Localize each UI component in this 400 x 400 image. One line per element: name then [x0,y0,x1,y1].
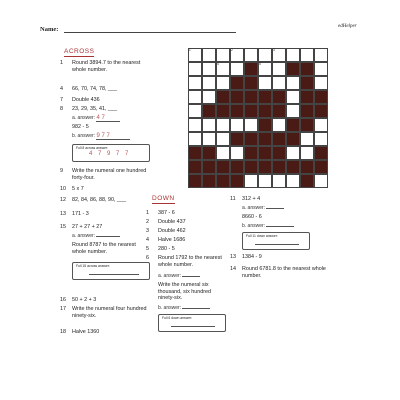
full-8-across-box: Full 8 across answer: 4 7 9 7 7 [72,144,150,162]
grid-block-cell [300,76,314,90]
grid-clue-number: 5 [259,62,261,66]
grid-cell[interactable] [272,76,286,90]
grid-block-cell [230,174,244,188]
grid-cell[interactable] [286,174,300,188]
grid-cell[interactable] [202,118,216,132]
grid-block-cell [286,62,300,76]
grid-cell[interactable] [300,146,314,160]
grid-block-cell [230,104,244,118]
down-6-b-answer: b. answer: [158,305,210,311]
grid-cell[interactable] [202,132,216,146]
grid-cell[interactable] [188,90,202,104]
across-clue-8b: 982 - 5 [72,124,89,130]
down-clue-6: 6 Round 1792 to the nearest whole number. [146,255,222,268]
grid-block-cell [258,104,272,118]
grid-block-cell [188,146,202,160]
across-clue-15: 15 27 + 27 + 27 [60,224,103,230]
grid-clue-number: 1 [189,48,191,52]
across-heading: ACROSS [64,48,95,55]
down-11-b-answer: b. answer: [242,223,294,229]
grid-block-cell [244,62,258,76]
down-11-b-input[interactable] [266,226,294,227]
grid-cell[interactable] [314,174,328,188]
full-8-across-value[interactable]: 4 7 9 7 7 [89,151,131,157]
grid-clue-number: 2 [231,48,233,52]
grid-block-cell [300,160,314,174]
grid-cell[interactable] [258,76,272,90]
grid-block-cell [216,160,230,174]
grid-block-cell [230,160,244,174]
grid-cell[interactable] [314,48,328,62]
grid-cell[interactable] [286,146,300,160]
down-clue-11b: 8660 - 6 [242,214,262,220]
grid-block-cell [272,132,286,146]
brand-logo: edHelper [338,24,357,29]
grid-block-cell [244,132,258,146]
grid-cell[interactable] [230,146,244,160]
down-11-a-input[interactable] [266,208,284,209]
down-heading: DOWN [152,195,175,202]
across-clue-1: 1 Round 3894.7 to the nearest whole number. [60,60,141,73]
across-clue-17: 17 Write the numeral four hundred ninety-six. [60,306,147,319]
grid-clue-number: 3 [273,48,275,52]
grid-cell[interactable] [272,62,286,76]
across-15-a-input[interactable] [96,236,120,237]
grid-block-cell [202,104,216,118]
grid-block-cell [286,132,300,146]
across-8-a-value[interactable]: 4 7 [96,115,120,122]
down-clue-2: 2 Double 437 [146,219,186,225]
name-line[interactable] [64,32,236,33]
grid-block-cell [314,104,328,118]
grid-block-cell [286,118,300,132]
across-clue-16: 16 50 + 2 + 3 [60,297,97,303]
grid-block-cell [244,104,258,118]
grid-cell[interactable] [314,132,328,146]
grid-block-cell [272,104,286,118]
grid-block-cell [258,118,272,132]
grid-cell[interactable] [230,118,244,132]
grid-block-cell [300,118,314,132]
down-6-a-answer: a. answer: [158,273,200,279]
grid-cell[interactable] [300,132,314,146]
grid-cell[interactable] [188,118,202,132]
grid-block-cell [202,160,216,174]
grid-block-cell [230,132,244,146]
across-clue-9: 9 Write the numeral one hundred forty-four. [60,168,147,181]
grid-block-cell [258,132,272,146]
grid-cell[interactable] [314,62,328,76]
grid-cell[interactable] [300,48,314,62]
grid-block-cell [230,90,244,104]
grid-cell[interactable] [202,90,216,104]
across-clue-4: 4 66, 70, 74, 78, ___ [60,86,117,92]
crossword-grid [188,48,328,188]
across-clue-7: 7 Double 436 [60,97,100,103]
grid-cell[interactable] [216,132,230,146]
grid-cell[interactable] [286,104,300,118]
grid-cell[interactable] [216,76,230,90]
name-label: Name: [40,26,59,33]
across-clue-12: 12 82, 84, 86, 88, 90, ___ [60,197,126,203]
full-11-down-box: Full 11 down answer: [242,232,310,250]
down-clue-1: 1 387 - 6 [146,210,175,216]
grid-cell[interactable] [244,118,258,132]
grid-cell[interactable] [272,174,286,188]
grid-cell[interactable] [188,104,202,118]
grid-block-cell [272,90,286,104]
grid-block-cell [244,146,258,160]
grid-cell[interactable] [258,174,272,188]
down-clue-5: 5 280 - 5 [146,246,175,252]
full-11-down-input[interactable] [255,244,299,245]
grid-cell[interactable] [286,48,300,62]
grid-cell[interactable] [188,62,202,76]
down-clue-4: 4 Halve 1686 [146,237,186,243]
grid-block-cell [258,90,272,104]
down-clue-6b: Write the numeral six thousand, six hundred ninety-six. [158,282,212,302]
grid-block-cell [216,174,230,188]
down-clue-14: 14 Round 6781.8 to the nearest whole number. [230,266,326,279]
grid-cell[interactable] [188,76,202,90]
grid-cell[interactable] [202,76,216,90]
grid-cell[interactable] [272,118,286,132]
grid-block-cell [314,90,328,104]
grid-cell[interactable] [314,118,328,132]
full-15-across-input[interactable] [89,274,139,275]
grid-cell[interactable] [244,174,258,188]
grid-block-cell [202,174,216,188]
grid-block-cell [300,62,314,76]
full-15-across-box: Full 15 across answer: [72,262,150,280]
grid-block-cell [300,104,314,118]
grid-block-cell [272,146,286,160]
across-clue-13: 13 171 - 3 [60,211,89,217]
down-6-b-input[interactable] [182,308,210,309]
across-clue-18: 18 Halve 1360 [60,329,100,335]
grid-cell[interactable] [216,118,230,132]
grid-block-cell [314,146,328,160]
grid-cell[interactable] [216,48,230,62]
grid-cell[interactable] [286,76,300,90]
grid-cell[interactable] [244,48,258,62]
grid-block-cell [244,76,258,90]
grid-block-cell [244,160,258,174]
grid-block-cell [258,160,272,174]
across-clue-15b: Round 8787 to the nearest whole number. [72,242,136,255]
grid-cell[interactable] [230,62,244,76]
grid-cell[interactable] [216,146,230,160]
across-8-b-value[interactable]: 9 7 7 [96,133,130,140]
grid-block-cell [300,90,314,104]
grid-block-cell [258,146,272,160]
grid-cell[interactable] [314,76,328,90]
grid-cell[interactable] [202,48,216,62]
down-11-a-answer: a. answer: [242,205,284,211]
grid-cell[interactable] [286,90,300,104]
grid-block-cell [314,160,328,174]
grid-block-cell [216,104,230,118]
across-15-a-answer: a. answer: [72,233,120,239]
across-clue-10: 10 5 x 7 [60,186,84,192]
grid-block-cell [188,174,202,188]
down-clue-3: 3 Double 462 [146,228,186,234]
across-clue-8: 8 23, 29, 35, 41, ___ [60,106,117,112]
grid-block-cell [272,160,286,174]
full-6-down-box: Full 6 down answer: [158,314,226,332]
grid-block-cell [244,90,258,104]
grid-clue-number: 4 [217,62,219,66]
grid-block-cell [202,146,216,160]
grid-block-cell [188,160,202,174]
grid-block-cell [300,174,314,188]
grid-cell[interactable] [188,132,202,146]
grid-block-cell [286,160,300,174]
down-clue-11: 11 312 + 4 [230,196,261,202]
grid-cell[interactable] [258,48,272,62]
full-6-down-input[interactable] [171,326,215,327]
across-8-a-answer: a. answer: 4 7 [72,115,120,122]
down-6-a-input[interactable] [182,276,200,277]
grid-block-cell [230,76,244,90]
across-8-b-answer: b. answer: 9 7 7 [72,133,130,140]
down-clue-13: 13 1384 - 9 [230,254,262,260]
grid-cell[interactable] [202,62,216,76]
grid-block-cell [216,90,230,104]
